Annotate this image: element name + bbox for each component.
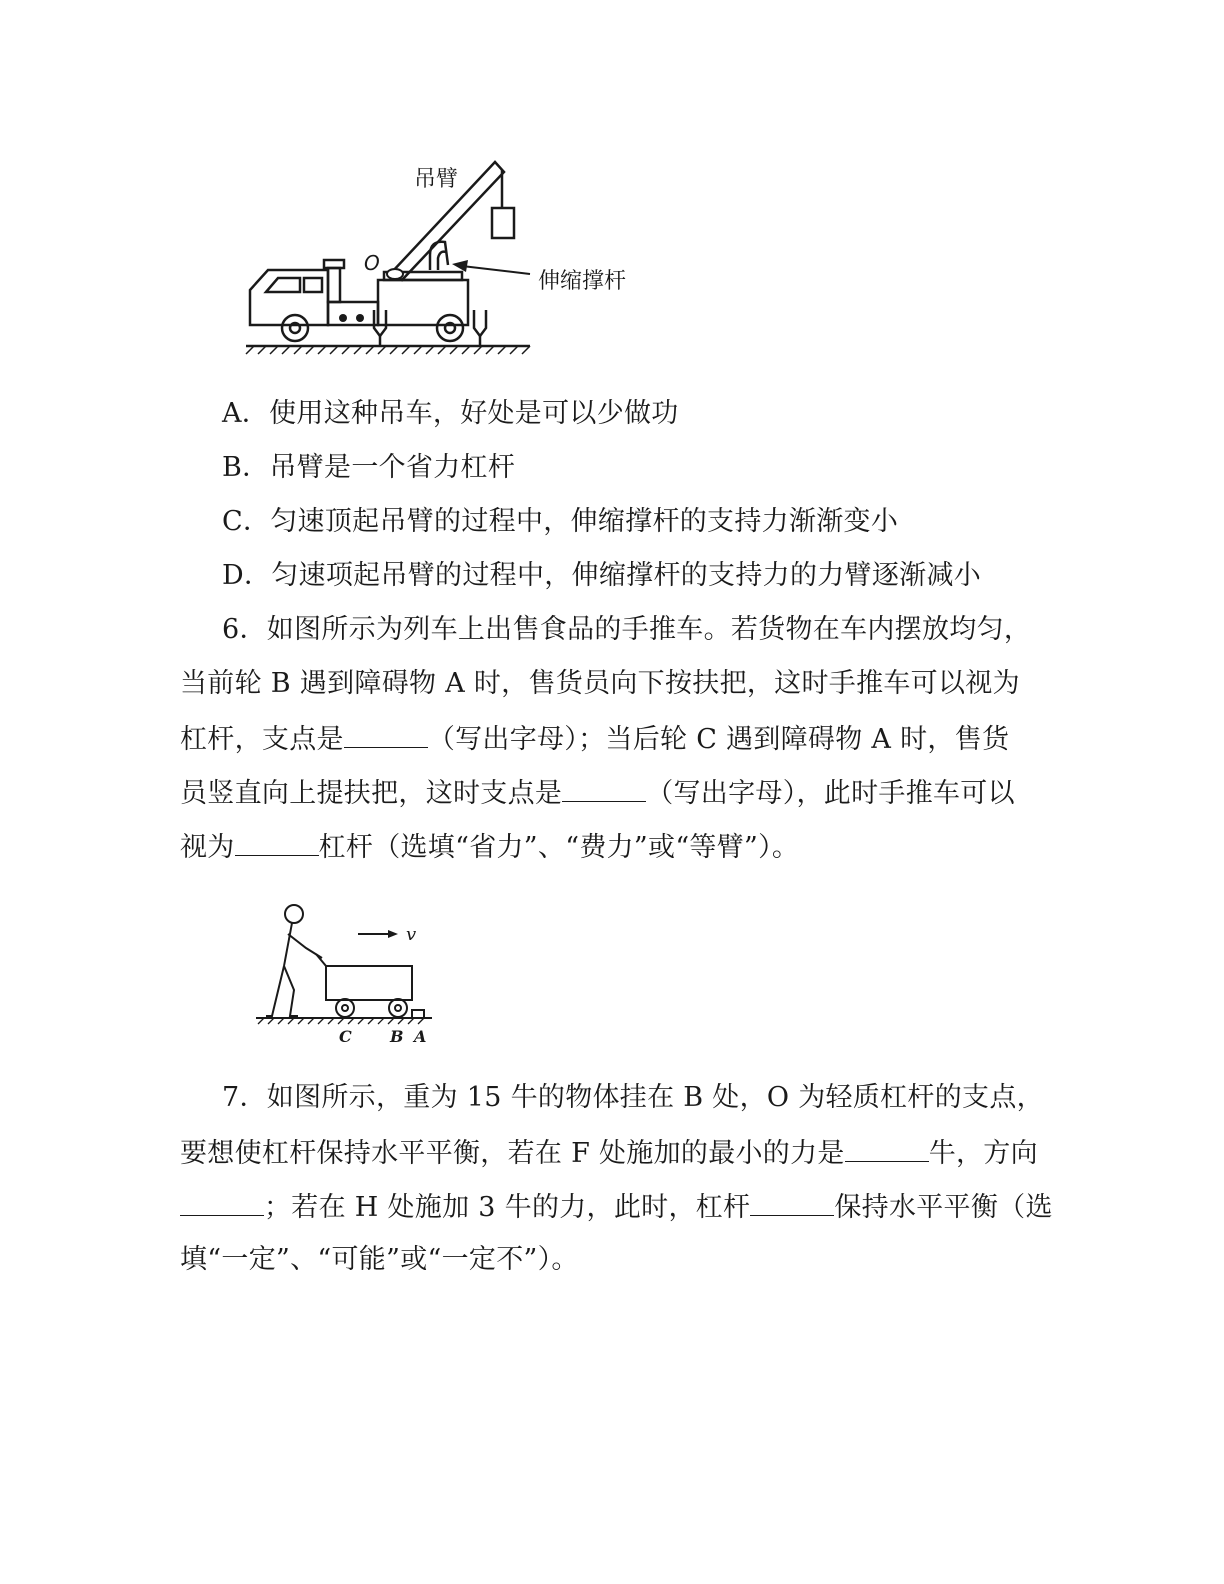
q6-line-3	[180, 721, 1009, 757]
velocity-label: v	[406, 924, 417, 945]
answer-blank[interactable]	[180, 1189, 264, 1216]
answer-blank[interactable]	[235, 829, 319, 856]
crane-figure	[240, 150, 640, 360]
option-d: D．匀速项起吊臂的过程中，伸缩撑杆的支持力的力臂逐渐减小	[222, 560, 982, 591]
answer-blank[interactable]	[344, 721, 428, 748]
answer-blank[interactable]	[845, 1135, 929, 1162]
point-a-label: A	[414, 1027, 427, 1046]
q7-line-2	[180, 1135, 1038, 1171]
q6-line-4-part-2: （写出字母），此时手推车可以	[646, 778, 1015, 809]
strut-label: 伸缩撑杆	[538, 269, 627, 294]
q6-line-5-part-2: 杠杆（选填“省力”、“费力”或“等臂”）。	[318, 832, 800, 863]
q7-line-3-part-1: ；若在 H 处施加 3 牛的力，此时，杠杆	[264, 1192, 751, 1223]
q7-line-2-part-2: 牛，方向	[928, 1138, 1038, 1169]
q7-line-2-part-1: 要想使杠杆保持水平平衡，若在 F 处施加的最小的力是	[180, 1138, 845, 1169]
option-a: A．使用这种吊车，好处是可以少做功	[222, 398, 679, 429]
q7-line-1: 7．如图所示，重为 15 牛的物体挂在 B 处，O 为轻质杠杆的支点，	[222, 1082, 1044, 1113]
q6-line-3-part-1: 杠杆，支点是	[180, 724, 344, 755]
q6-line-2: 当前轮 B 遇到障碍物 A 时，售货员向下按扶把，这时手推车可以视为	[180, 668, 1020, 699]
q6-line-4	[180, 775, 1015, 811]
option-c: C．匀速顶起吊臂的过程中，伸缩撑杆的支持力渐渐变小	[222, 506, 899, 537]
point-c-label: C	[339, 1027, 352, 1046]
cart-figure	[250, 898, 450, 1046]
crane-arm-label: 吊臂	[414, 167, 459, 192]
q6-line-1: 6．如图所示为列车上出售食品的手推车。若货物在车内摆放均匀，	[222, 614, 1032, 645]
pivot-o-label: O	[364, 251, 380, 275]
q6-line-5	[180, 829, 799, 865]
answer-blank[interactable]	[750, 1189, 834, 1216]
q7-line-3	[180, 1189, 1053, 1225]
point-b-label: B	[390, 1027, 404, 1046]
q7-line-3-part-2: 保持水平平衡（选	[834, 1192, 1053, 1223]
q6-line-4-part-1: 员竖直向上提扶把，这时支点是	[180, 778, 563, 809]
option-b: B．吊臂是一个省力杠杆	[222, 452, 516, 483]
q6-line-5-part-1: 视为	[180, 832, 235, 863]
q7-line-4: 填“一定”、“可能”或“一定不”）。	[180, 1244, 579, 1275]
answer-blank[interactable]	[562, 775, 646, 802]
q6-line-3-part-2: （写出字母）；当后轮 C 遇到障碍物 A 时，售货	[427, 724, 1010, 755]
